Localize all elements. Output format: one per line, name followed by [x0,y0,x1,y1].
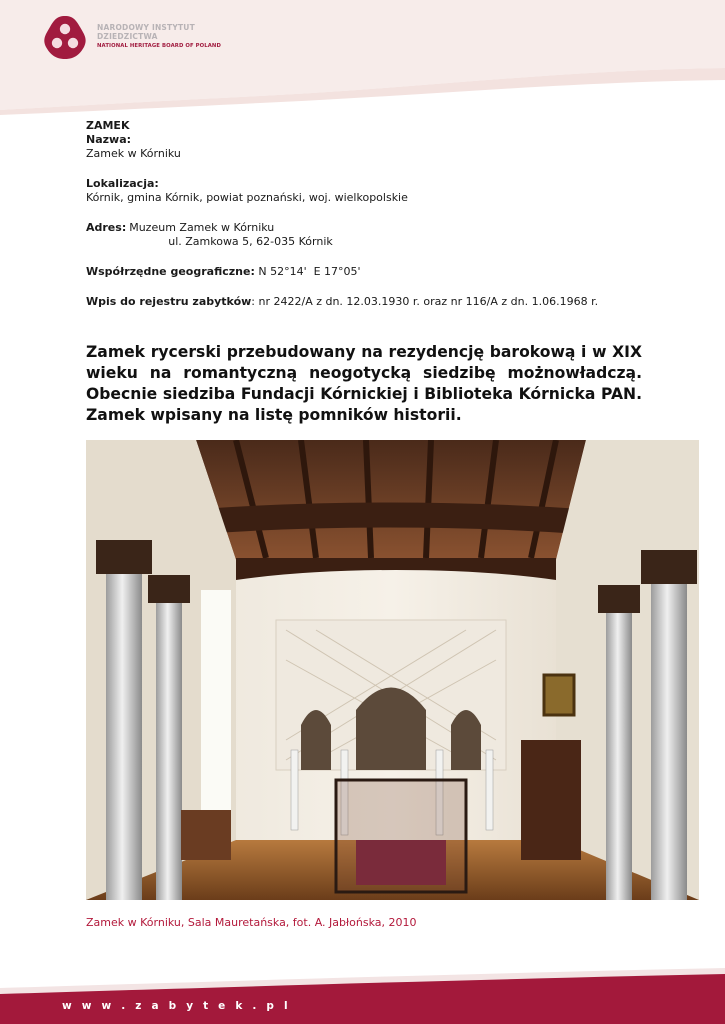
header-background [0,0,725,115]
address-line1: Muzeum Zamek w Kórniku [129,221,275,234]
location-label: Lokalizacja: [86,177,159,190]
location-value: Kórnik, gmina Kórnik, powiat poznański, woj. wielkopolskie [86,191,408,204]
photo-caption: Zamek w Kórniku, Sala Mauretańska, fot. A. Jabłońska, 2010 [86,916,417,929]
name-value: Zamek w Kórniku [86,147,181,160]
address-line2: ul. Zamkowa 5, 62-035 Kórnik [168,235,333,248]
coordinates-label: Współrzędne geograficzne: [86,265,255,278]
address-block [86,221,642,249]
footer-band [0,960,725,1024]
location-block [86,177,642,205]
registry-label: Wpis do rejestru zabytków [86,295,252,308]
page-header [0,0,725,115]
name-label: Nazwa: [86,133,132,146]
name-block [86,119,642,161]
record-details [86,119,642,325]
footer-website-link[interactable]: w w w . z a b y t e k . p l [62,1000,291,1012]
nid-logo [40,14,90,64]
org-name-english: NATIONAL HERITAGE BOARD OF POLAND [97,43,221,49]
registry-value: : nr 2422/A z dn. 12.03.1930 r. oraz nr 116/A z dn. 1.06.1968 r. [251,295,599,308]
org-name-line1: NARODOWY INSTYTUT [97,23,195,32]
castle-hall-photo [86,440,699,900]
coordinates-value: N 52°14' E 17°05' [258,265,361,278]
category-label: ZAMEK [86,119,130,132]
organization-name [97,24,221,49]
coordinates-block [86,265,642,279]
description-headline: Zamek rycerski przebudowany na rezydencję barokową i w XIX wieku na romantyczną neogotycką siedzibę możnowładczą. Obecnie siedziba Fundacji Kórnickiej i Biblioteka Kórnicka PAN. Zamek wpisany na listę pomników historii. [86,343,642,424]
registry-block [86,295,642,309]
address-label: Adres: [86,221,127,234]
org-name-line2: DZIEDZICTWA [97,31,158,41]
